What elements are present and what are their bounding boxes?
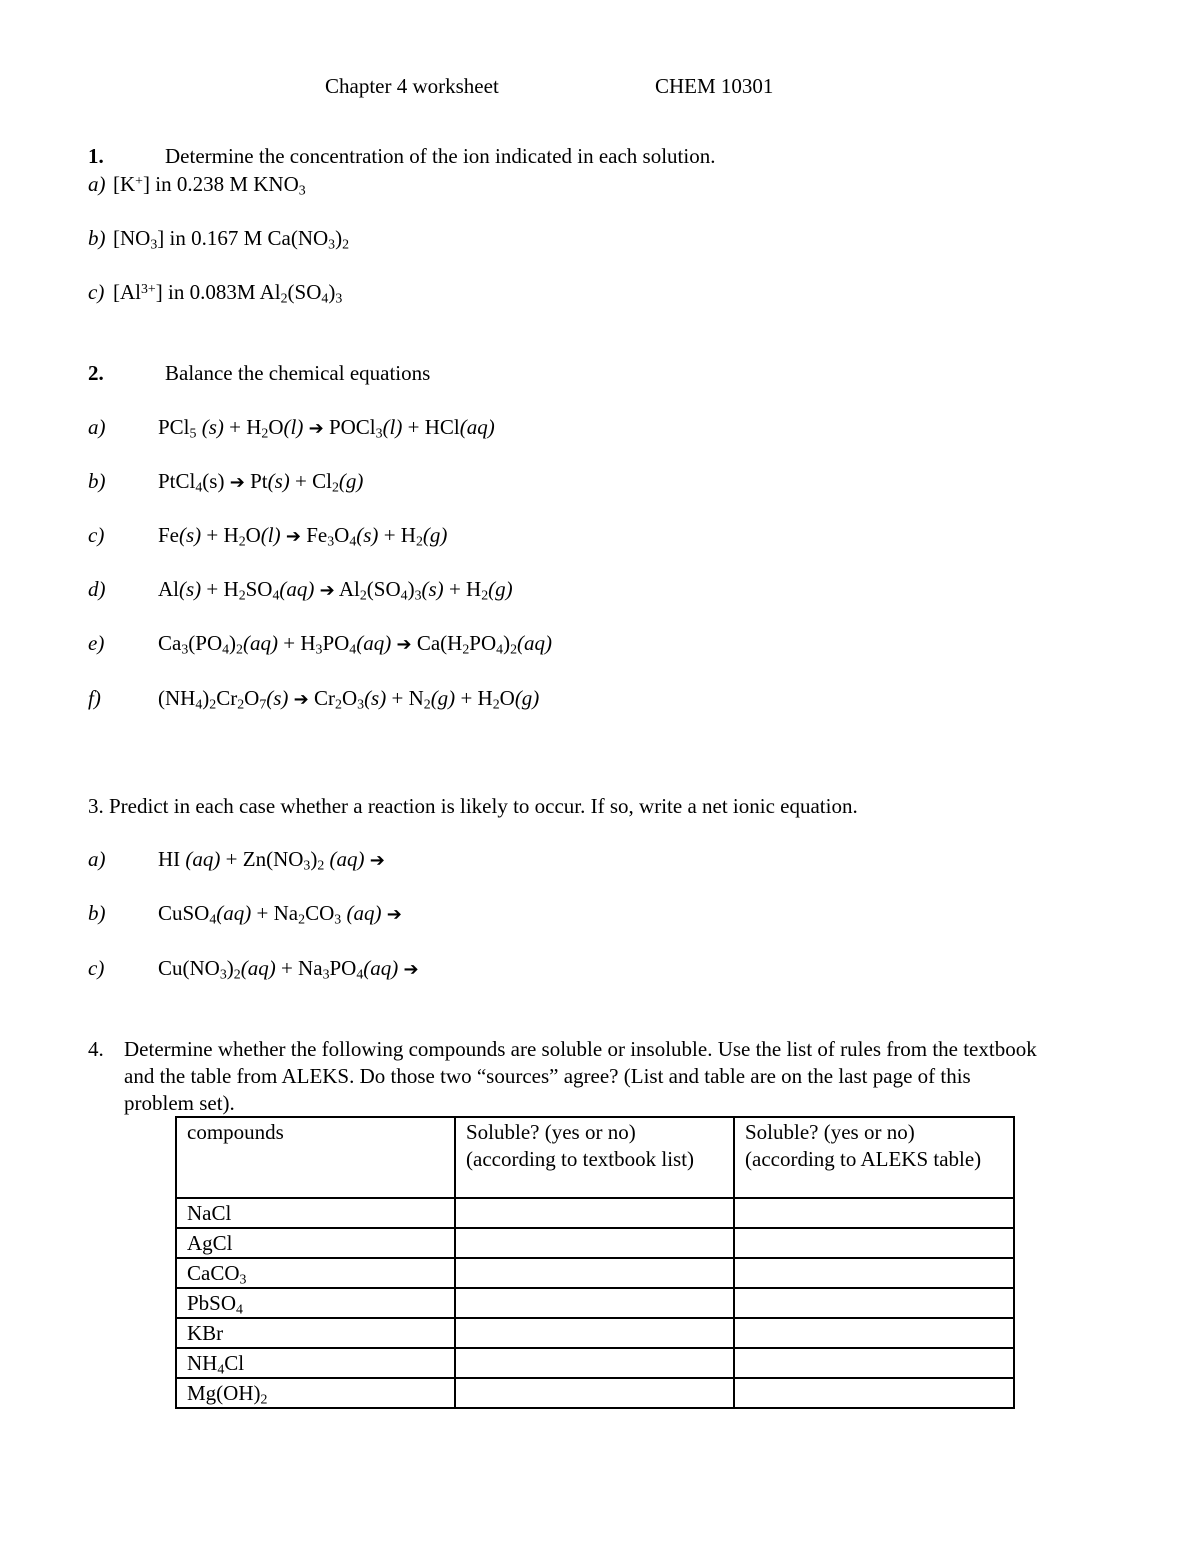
table-header-row bbox=[176, 1117, 1014, 1198]
q2-equation-b: PtCl$_4$(s) ➔ $Pt(s) + Cl_2(g)$ bbox=[158, 469, 364, 495]
table-row bbox=[176, 1228, 1014, 1258]
arrow-icon: ➔ bbox=[319, 580, 335, 601]
aleks-answer-cell[interactable] bbox=[734, 1198, 1014, 1228]
column-header-textbook: Soluble? (yes or no) (according to textbook list) bbox=[455, 1117, 734, 1198]
q2-item-c-label: c) bbox=[88, 523, 105, 547]
q3-item-a-label: a) bbox=[88, 847, 106, 871]
q3-prompt: 3. Predict in each case whether a reaction is likely to occur. If so, write a net ionic equation. bbox=[88, 794, 858, 818]
q3-equation-a: HI $(aq) + Zn(NO_3)_2$ (aq) ➔ bbox=[158, 847, 385, 873]
textbook-answer-cell[interactable] bbox=[455, 1198, 734, 1228]
q3-item-c-label: c) bbox=[88, 956, 105, 980]
aleks-answer-cell[interactable] bbox=[734, 1228, 1014, 1258]
q2-equation-d: $Al(s) + H_2SO_4(aq)$ ➔ $Al_2(SO_4)_3(s) + H_2(g)$ bbox=[158, 577, 513, 603]
table-row bbox=[176, 1318, 1014, 1348]
compound-cell: $Mg(OH)_2$ bbox=[176, 1378, 455, 1408]
q2-number: 2. bbox=[88, 361, 104, 385]
arrow-icon: ➔ bbox=[285, 526, 301, 547]
table-row bbox=[176, 1348, 1014, 1378]
textbook-answer-cell[interactable] bbox=[455, 1378, 734, 1408]
arrow-icon: ➔ bbox=[308, 418, 324, 439]
compound-cell: AgCl bbox=[176, 1228, 455, 1258]
column-header-aleks: Soluble? (yes or no) (according to ALEKS table) bbox=[734, 1117, 1014, 1198]
table-row bbox=[176, 1378, 1014, 1408]
q1-item-b: $[NO_3]$ in 0.167 M $Ca(NO_3)_2$ bbox=[113, 226, 350, 252]
table-row bbox=[176, 1288, 1014, 1318]
q3-equation-b: CuSO$_4$(aq) + $Na_2CO_3$ (aq) ➔ bbox=[158, 901, 402, 927]
aleks-answer-cell[interactable] bbox=[734, 1258, 1014, 1288]
q4-number: 4. bbox=[88, 1037, 104, 1061]
arrow-icon: ➔ bbox=[293, 689, 309, 710]
arrow-icon: ➔ bbox=[229, 472, 245, 493]
compound-cell: KBr bbox=[176, 1318, 455, 1348]
arrow-icon: ➔ bbox=[396, 634, 412, 655]
q2-equation-f: $(NH_4)_2Cr_2O_7(s)$ ➔ $Cr_2O_3(s) + N_2(g) + H_2O(g)$ bbox=[158, 686, 540, 712]
q2-item-a-label: a) bbox=[88, 415, 106, 439]
aleks-answer-cell[interactable] bbox=[734, 1318, 1014, 1348]
table-row bbox=[176, 1258, 1014, 1288]
q1-item-a: [K+] in 0.238 M $KNO_3$ bbox=[113, 172, 306, 198]
q2-item-b-label: b) bbox=[88, 469, 106, 493]
textbook-answer-cell[interactable] bbox=[455, 1258, 734, 1288]
q2-equation-e: $Ca_3(PO_4)_2(aq) + H_3PO_4(aq)$ ➔ $Ca(H_2PO_4)_2(aq)$ bbox=[158, 631, 552, 657]
aleks-answer-cell[interactable] bbox=[734, 1288, 1014, 1318]
q1-number: 1. bbox=[88, 144, 104, 168]
worksheet-title: Chapter 4 worksheet bbox=[325, 74, 499, 98]
textbook-answer-cell[interactable] bbox=[455, 1348, 734, 1378]
arrow-icon: ➔ bbox=[386, 904, 402, 925]
q2-prompt: Balance the chemical equations bbox=[165, 361, 431, 385]
course-code: CHEM 10301 bbox=[655, 74, 774, 98]
compound-cell: CaCO$_3$ bbox=[176, 1258, 455, 1288]
textbook-answer-cell[interactable] bbox=[455, 1288, 734, 1318]
q4-prompt: Determine whether the following compounds are soluble or insoluble. Use the list of rules from the textbook and the table from ALEKS. Do those two “sources” agree? (List and table are on the last page of this problem set). bbox=[124, 1037, 1037, 1115]
q1-item-c: $[Al^{3+}]$ in 0.083M $Al_2(SO_4)_3$ bbox=[113, 280, 343, 306]
q1-item-c-label: c) bbox=[88, 280, 105, 304]
column-header-compounds: compounds bbox=[176, 1117, 455, 1198]
arrow-icon: ➔ bbox=[369, 850, 385, 871]
q1-item-a-label: a) bbox=[88, 172, 106, 196]
solubility-table bbox=[175, 1116, 1015, 1409]
q1-item-b-label: b) bbox=[88, 226, 106, 250]
table-row bbox=[176, 1198, 1014, 1228]
textbook-answer-cell[interactable] bbox=[455, 1318, 734, 1348]
q2-equation-c: $Fe(s) + H_2O(l)$ ➔ $Fe_3O_4(s) + H_2(g)$ bbox=[158, 523, 448, 549]
compound-cell: PbSO$_4$ bbox=[176, 1288, 455, 1318]
q2-equation-a: PCl$_5$ $(s) + H_2O(l)$ ➔ POCl$_3$(l) + HCl(aq) bbox=[158, 415, 495, 441]
q2-item-e-label: e) bbox=[88, 631, 105, 655]
arrow-icon: ➔ bbox=[403, 959, 419, 980]
q2-item-f-label: f) bbox=[88, 686, 101, 710]
q2-item-d-label: d) bbox=[88, 577, 106, 601]
q1-prompt: Determine the concentration of the ion indicated in each solution. bbox=[165, 144, 716, 168]
textbook-answer-cell[interactable] bbox=[455, 1228, 734, 1258]
aleks-answer-cell[interactable] bbox=[734, 1348, 1014, 1378]
q3-item-b-label: b) bbox=[88, 901, 106, 925]
compound-cell: $NH_4Cl$ bbox=[176, 1348, 455, 1378]
compound-cell: NaCl bbox=[176, 1198, 455, 1228]
q3-equation-c: $Cu(NO_3)_2(aq) + Na_3PO_4(aq)$ ➔ bbox=[158, 956, 419, 982]
aleks-answer-cell[interactable] bbox=[734, 1378, 1014, 1408]
